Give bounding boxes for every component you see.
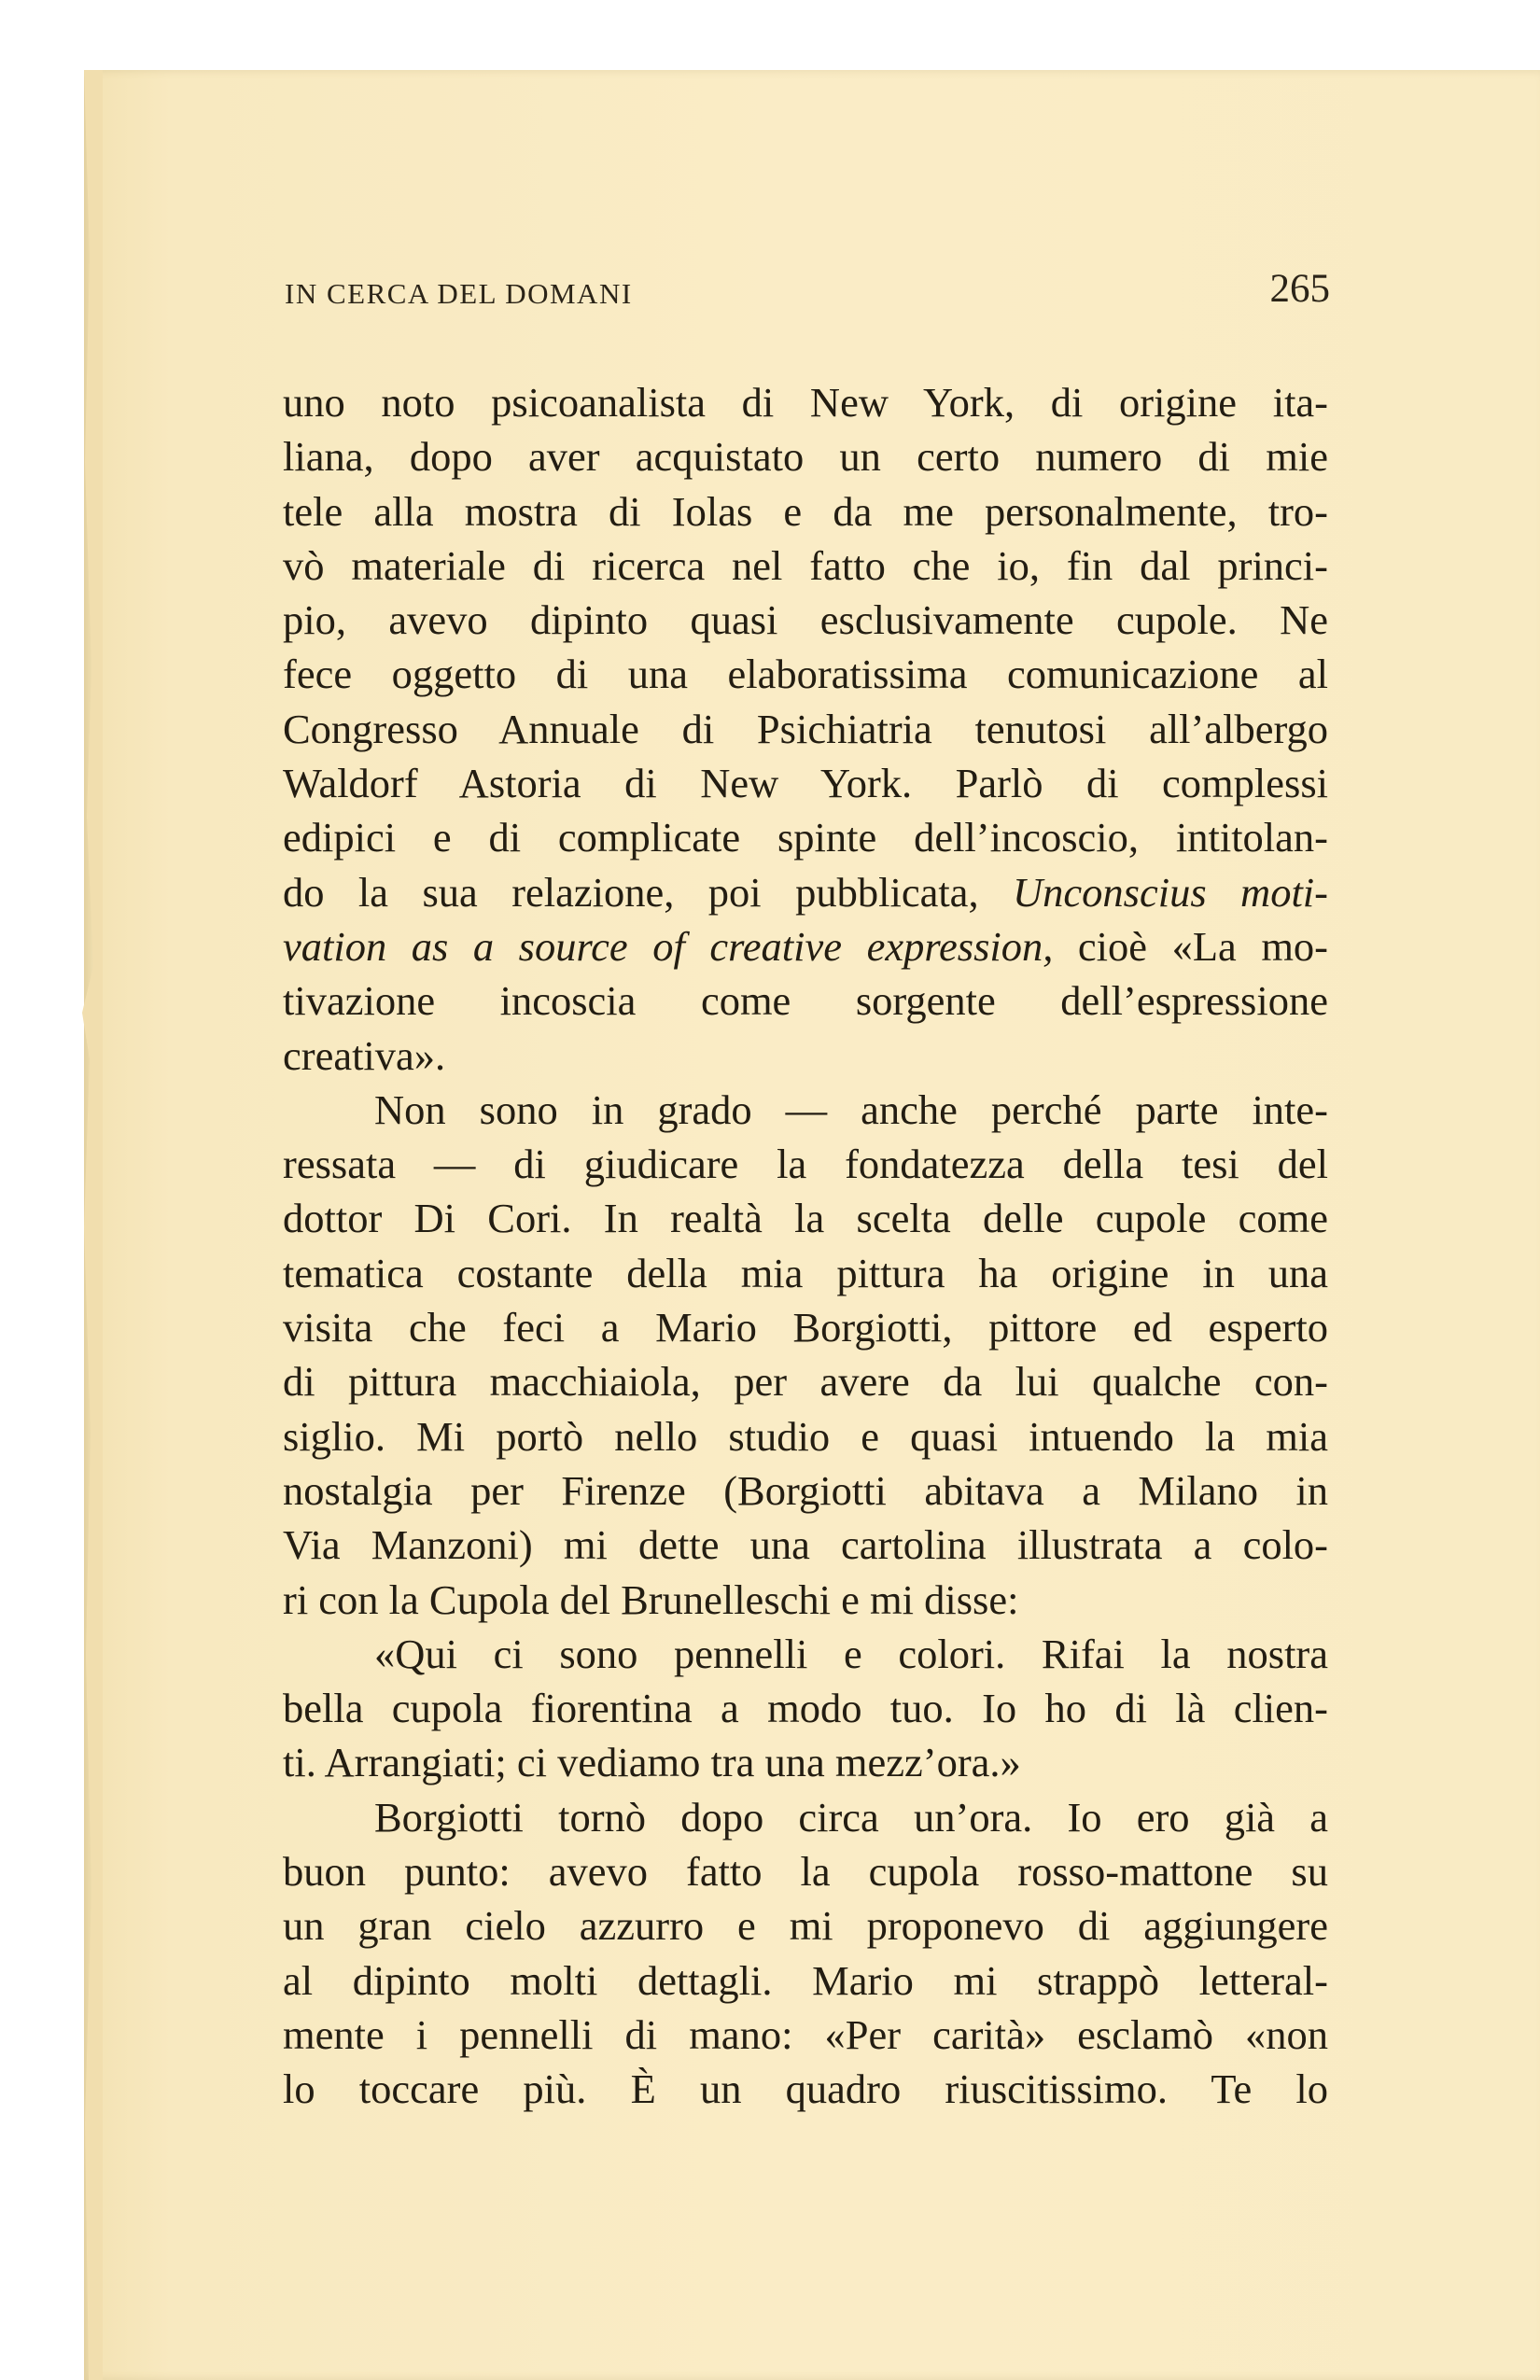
paragraph-4-cont [283, 1844, 1328, 2116]
text-line: vò materiale di ricerca nel fatto che io, fin dal princi- [283, 541, 1328, 589]
paragraph-1 [283, 375, 1328, 1083]
italic-title: vation as a source of creative expression, [283, 922, 1054, 970]
text-line: tivazione incoscia come sorgente dell’espressione [283, 977, 1328, 1025]
text-line: ri con la Cupola del Brunelleschi e mi disse: [283, 1575, 1019, 1623]
text-line: «Qui ci sono pennelli e colori. Rifai la nostra [374, 1630, 1328, 1677]
text-line: buon punto: avevo fatto la cupola rosso-mattone su [283, 1848, 1328, 1896]
text-line: lo toccare più. È un quadro riuscitissimo. Te lo [283, 2065, 1328, 2113]
text-line: liana, dopo aver acquistato un certo numero di mie [283, 433, 1328, 481]
torn-page-edge [77, 70, 103, 2380]
text-line: siglio. Mi portò nello studio e quasi intuendo la mia [283, 1412, 1328, 1460]
text-line: nostalgia per Firenze (Borgiotti abitava a Milano in [283, 1466, 1328, 1514]
paragraph-2 [283, 1083, 1328, 1137]
italic-title: Unconscius moti- [1013, 868, 1328, 916]
text-line: ressata — di giudicare la fondatezza della tesi del [283, 1141, 1328, 1188]
text-line [283, 919, 1328, 973]
text-line: edipici e di complicate spinte dell’incoscio, intitolan- [283, 814, 1328, 861]
text-line: dottor Di Cori. In realtà la scelta delle cupole come [283, 1195, 1328, 1242]
paragraph-4 [283, 1790, 1328, 1844]
page-header [285, 266, 1330, 322]
text-segment: cioè «La mo- [1053, 922, 1328, 970]
text-line: Borgiotti tornò dopo circa un’ora. Io ero già a [374, 1793, 1328, 1841]
text-line: tele alla mostra di Iolas e da me personalmente, tro- [283, 487, 1328, 535]
text-line: fece oggetto di una elaboratissima comunicazione al [283, 651, 1328, 698]
text-line: Non sono in grado — anche perché parte inte- [374, 1085, 1328, 1133]
paragraph-3 [283, 1627, 1328, 1681]
text-line: ti. Arrangiati; ci vediamo tra una mezz’ora.» [283, 1739, 1021, 1786]
running-head: IN CERCA DEL DOMANI [285, 277, 633, 310]
text-line: tematica costante della mia pittura ha origine in una [283, 1249, 1328, 1296]
text-line: al dipinto molti dettagli. Mario mi strappò letteral- [283, 1956, 1328, 2004]
paragraph-2-cont [283, 1137, 1328, 1627]
text-line: di pittura macchiaiola, per avere da lui qualche con- [283, 1358, 1328, 1406]
text-line: uno noto psicoanalista di New York, di origine ita- [283, 379, 1328, 426]
text-line: Via Manzoni) mi dette una cartolina illustrata a colo- [283, 1521, 1328, 1569]
text-segment: do la sua relazione, poi pubblicata, [283, 868, 1013, 916]
text-line: un gran cielo azzurro e mi proponevo di aggiungere [283, 1902, 1328, 1950]
text-line: Congresso Annuale di Psichiatria tenutosi all’albergo [283, 705, 1328, 752]
text-line: Waldorf Astoria di New York. Parlò di complessi [283, 760, 1328, 807]
text-line: bella cupola fiorentina a modo tuo. Io ho di là clien- [283, 1685, 1328, 1732]
paragraph-3-cont [283, 1681, 1328, 1790]
body-text [283, 375, 1328, 2117]
text-line: creativa». [283, 1031, 446, 1079]
text-line: pio, avevo dipinto quasi esclusivamente cupole. Ne [283, 596, 1328, 644]
text-line [283, 865, 1328, 919]
page-number: 265 [1269, 267, 1330, 311]
text-line: visita che feci a Mario Borgiotti, pittore ed esperto [283, 1304, 1328, 1351]
text-line: mente i pennelli di mano: «Per carità» esclamò «non [283, 2010, 1328, 2058]
